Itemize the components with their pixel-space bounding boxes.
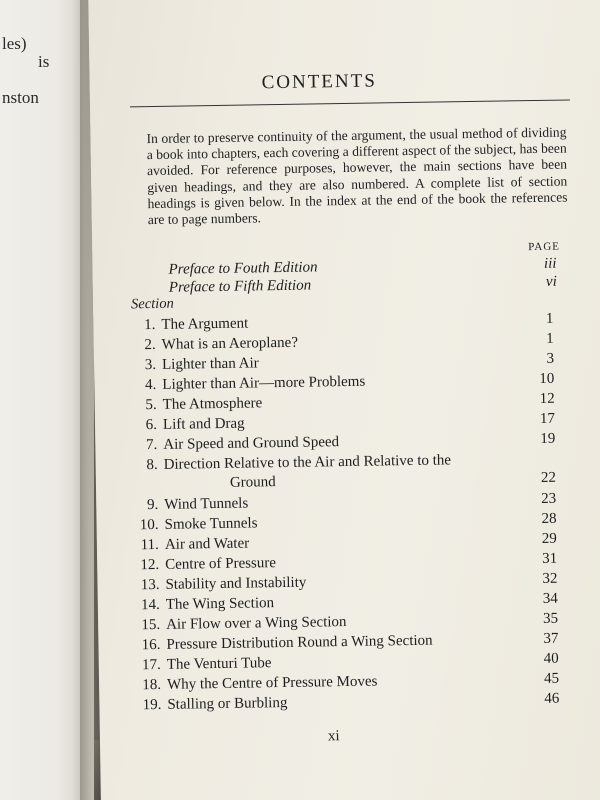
toc-number: 16. <box>141 636 161 654</box>
toc-page: 12 <box>539 390 555 407</box>
facing-page <box>0 0 86 800</box>
toc-title: Air Speed and Ground Speed <box>163 434 340 453</box>
toc-number: 15. <box>141 616 161 634</box>
toc-title: Lighter than Air <box>161 355 259 373</box>
toc-number: 6. <box>145 416 158 434</box>
toc-title: Lift and Drag <box>162 415 245 433</box>
toc-number: 7. <box>145 436 158 454</box>
toc-number: 8. <box>146 456 158 474</box>
contents-page <box>88 0 600 800</box>
toc-page: 35 <box>542 610 559 627</box>
toc-number: 9. <box>146 496 159 514</box>
toc-title-continued: Ground <box>229 474 276 491</box>
toc-number: 12. <box>140 556 160 574</box>
toc-page: 1 <box>545 310 554 327</box>
toc-number: 17. <box>141 656 161 674</box>
toc-title: The Wing Section <box>165 595 275 613</box>
page-column-heading: PAGE <box>528 240 561 254</box>
page-title: CONTENTS <box>261 70 378 94</box>
toc-page: 23 <box>541 490 557 507</box>
preface-page: vi <box>545 273 557 290</box>
toc-page: 34 <box>542 590 558 607</box>
facing-page-fragment: is <box>38 52 50 71</box>
toc-number: 19. <box>142 696 162 714</box>
toc-number: 3. <box>144 356 157 374</box>
toc-page: 22 <box>540 469 557 486</box>
toc-title: Wind Tunnels <box>164 495 249 513</box>
toc-number: 5. <box>145 396 157 414</box>
toc-title: The Argument <box>161 315 249 333</box>
toc-title: Direction Relative to the Air and Relative to the <box>163 452 452 473</box>
section-label: Section <box>130 295 174 313</box>
toc-title: Centre of Pressure <box>165 555 277 573</box>
toc-page: 46 <box>544 690 560 707</box>
toc-number: 4. <box>144 376 157 394</box>
toc-number: 2. <box>144 336 156 354</box>
toc-title: Air and Water <box>164 535 250 553</box>
toc-page: 10 <box>539 370 555 387</box>
toc-title: Why the Centre of Pressure Moves <box>166 673 378 693</box>
toc-page: 40 <box>543 650 559 667</box>
toc-title: Smoke Tunnels <box>164 515 258 533</box>
toc-page: 45 <box>543 670 560 687</box>
toc-page: 37 <box>543 630 559 647</box>
toc-page: 19 <box>540 430 556 447</box>
intro-paragraph: In order to preserve continuity of the argument, the usual method of dividing a book into chapters, each covering a different aspect of the subject, has been avoided. For reference purposes, however, the main sections have been given headings, and they are also numbered. A complete list of section headings is given below. In the index at the end of the book the references are to page numbers. <box>146 124 568 228</box>
toc-title: What is an Aeroplane? <box>161 334 299 353</box>
preface-title: Preface to Fifth Edition <box>168 277 312 296</box>
title-rule <box>130 99 570 107</box>
toc-page: 1 <box>546 330 554 347</box>
toc-page: 3 <box>546 350 555 367</box>
toc-page: 29 <box>541 530 557 547</box>
toc-title: Stability and Instability <box>165 574 307 593</box>
toc-number: 18. <box>142 676 162 694</box>
toc-number: 11. <box>140 536 160 554</box>
toc-number: 1. <box>144 316 156 334</box>
toc-title: The Atmosphere <box>162 395 263 413</box>
toc-page: 17 <box>539 410 556 427</box>
toc-number: 14. <box>140 596 160 614</box>
toc-title: Pressure Distribution Round a Wing Section <box>166 632 433 653</box>
toc-page: 28 <box>541 510 557 527</box>
toc-page: 31 <box>542 550 558 567</box>
toc-title: Stalling or Burbling <box>167 694 288 713</box>
toc-page: 32 <box>542 570 558 587</box>
facing-page-fragment: nston <box>2 88 39 107</box>
page-folio: xi <box>327 728 340 745</box>
toc-title: Lighter than Air—more Problems <box>162 373 366 393</box>
toc-title: The Venturi Tube <box>166 655 272 673</box>
preface-title: Preface to Fouth Edition <box>168 259 318 278</box>
toc-number: 10. <box>139 516 159 534</box>
toc-title: Air Flow over a Wing Section <box>166 614 347 633</box>
preface-page: iii <box>543 255 557 272</box>
toc-number: 13. <box>140 576 160 594</box>
facing-page-fragment: les) <box>2 34 27 53</box>
